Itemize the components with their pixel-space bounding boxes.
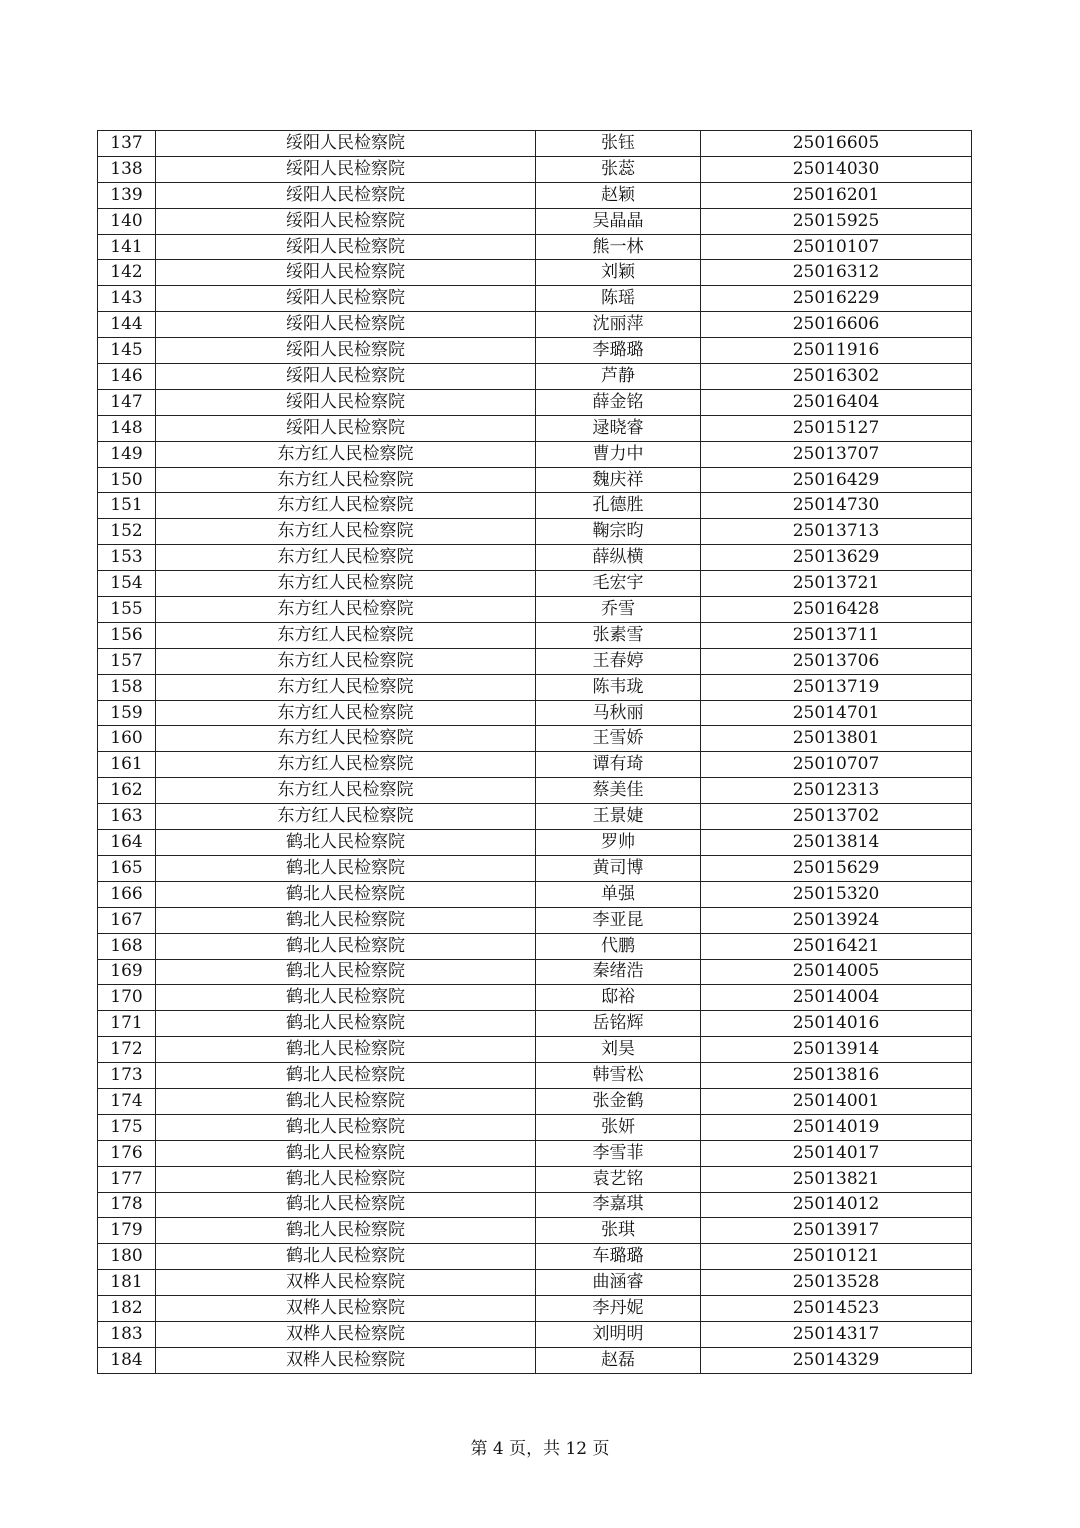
exam-id-cell: 25014317 [701, 1321, 972, 1347]
table-row [98, 881, 972, 907]
row-number-cell: 138 [98, 156, 156, 182]
row-number-cell: 156 [98, 622, 156, 648]
procuratorate-cell: 东方红人民检察院 [156, 700, 536, 726]
exam-id-cell: 25013711 [701, 622, 972, 648]
procuratorate-cell: 东方红人民检察院 [156, 648, 536, 674]
roster-table [97, 130, 972, 1374]
exam-id-cell: 25016229 [701, 286, 972, 312]
page-footer: 第 4 页，共 12 页 [470, 1439, 610, 1459]
procuratorate-cell: 东方红人民检察院 [156, 519, 536, 545]
row-number-cell: 163 [98, 804, 156, 830]
exam-id-cell: 25015127 [701, 415, 972, 441]
row-number-cell: 181 [98, 1270, 156, 1296]
table-row [98, 234, 972, 260]
row-number-cell: 165 [98, 855, 156, 881]
row-number-cell: 145 [98, 338, 156, 364]
procuratorate-cell: 绥阳人民检察院 [156, 338, 536, 364]
procuratorate-cell: 东方红人民检察院 [156, 493, 536, 519]
row-number-cell: 178 [98, 1192, 156, 1218]
table-row [98, 622, 972, 648]
name-cell: 蔡美佳 [536, 778, 701, 804]
name-cell: 韩雪松 [536, 1063, 701, 1089]
name-cell: 张琪 [536, 1218, 701, 1244]
exam-id-cell: 25014701 [701, 700, 972, 726]
procuratorate-cell: 绥阳人民检察院 [156, 389, 536, 415]
table-row [98, 519, 972, 545]
row-number-cell: 184 [98, 1347, 156, 1373]
table-row [98, 312, 972, 338]
table-row [98, 1011, 972, 1037]
row-number-cell: 159 [98, 700, 156, 726]
table-row [98, 545, 972, 571]
exam-id-cell: 25013924 [701, 907, 972, 933]
name-cell: 赵颖 [536, 182, 701, 208]
row-number-cell: 161 [98, 752, 156, 778]
table-row [98, 493, 972, 519]
name-cell: 王春婷 [536, 648, 701, 674]
table-row [98, 260, 972, 286]
roster-table-body [98, 131, 972, 1374]
row-number-cell: 183 [98, 1321, 156, 1347]
procuratorate-cell: 绥阳人民检察院 [156, 131, 536, 157]
row-number-cell: 174 [98, 1088, 156, 1114]
table-row [98, 648, 972, 674]
row-number-cell: 147 [98, 389, 156, 415]
table-row [98, 1244, 972, 1270]
exam-id-cell: 25010121 [701, 1244, 972, 1270]
row-number-cell: 164 [98, 830, 156, 856]
exam-id-cell: 25011916 [701, 338, 972, 364]
row-number-cell: 168 [98, 933, 156, 959]
row-number-cell: 173 [98, 1063, 156, 1089]
row-number-cell: 162 [98, 778, 156, 804]
procuratorate-cell: 鹤北人民检察院 [156, 881, 536, 907]
table-row [98, 597, 972, 623]
name-cell: 张妍 [536, 1114, 701, 1140]
exam-id-cell: 25014730 [701, 493, 972, 519]
table-row [98, 1166, 972, 1192]
name-cell: 熊一林 [536, 234, 701, 260]
procuratorate-cell: 鹤北人民检察院 [156, 1011, 536, 1037]
row-number-cell: 175 [98, 1114, 156, 1140]
procuratorate-cell: 绥阳人民检察院 [156, 364, 536, 390]
procuratorate-cell: 绥阳人民检察院 [156, 286, 536, 312]
procuratorate-cell: 绥阳人民检察院 [156, 156, 536, 182]
procuratorate-cell: 东方红人民检察院 [156, 571, 536, 597]
table-row [98, 1114, 972, 1140]
exam-id-cell: 25013814 [701, 830, 972, 856]
table-row [98, 156, 972, 182]
name-cell: 秦绪浩 [536, 959, 701, 985]
exam-id-cell: 25014019 [701, 1114, 972, 1140]
row-number-cell: 166 [98, 881, 156, 907]
procuratorate-cell: 绥阳人民检察院 [156, 312, 536, 338]
name-cell: 刘颖 [536, 260, 701, 286]
procuratorate-cell: 鹤北人民检察院 [156, 1114, 536, 1140]
exam-id-cell: 25013528 [701, 1270, 972, 1296]
table-row [98, 804, 972, 830]
procuratorate-cell: 东方红人民检察院 [156, 441, 536, 467]
row-number-cell: 149 [98, 441, 156, 467]
name-cell: 薛纵横 [536, 545, 701, 571]
procuratorate-cell: 东方红人民检察院 [156, 622, 536, 648]
name-cell: 李嘉琪 [536, 1192, 701, 1218]
exam-id-cell: 25014030 [701, 156, 972, 182]
name-cell: 陈韦珑 [536, 674, 701, 700]
name-cell: 毛宏宇 [536, 571, 701, 597]
name-cell: 陈瑶 [536, 286, 701, 312]
exam-id-cell: 25016428 [701, 597, 972, 623]
name-cell: 孔德胜 [536, 493, 701, 519]
name-cell: 王景婕 [536, 804, 701, 830]
name-cell: 沈丽萍 [536, 312, 701, 338]
exam-id-cell: 25016312 [701, 260, 972, 286]
row-number-cell: 167 [98, 907, 156, 933]
name-cell: 刘明明 [536, 1321, 701, 1347]
table-row [98, 208, 972, 234]
exam-id-cell: 25013721 [701, 571, 972, 597]
table-row [98, 389, 972, 415]
name-cell: 魏庆祥 [536, 467, 701, 493]
row-number-cell: 143 [98, 286, 156, 312]
procuratorate-cell: 鹤北人民检察院 [156, 959, 536, 985]
exam-id-cell: 25012313 [701, 778, 972, 804]
row-number-cell: 179 [98, 1218, 156, 1244]
procuratorate-cell: 双桦人民检察院 [156, 1270, 536, 1296]
procuratorate-cell: 鹤北人民检察院 [156, 1218, 536, 1244]
exam-id-cell: 25014329 [701, 1347, 972, 1373]
row-number-cell: 142 [98, 260, 156, 286]
name-cell: 乔雪 [536, 597, 701, 623]
row-number-cell: 153 [98, 545, 156, 571]
exam-id-cell: 25013914 [701, 1037, 972, 1063]
row-number-cell: 176 [98, 1140, 156, 1166]
row-number-cell: 169 [98, 959, 156, 985]
procuratorate-cell: 绥阳人民检察院 [156, 234, 536, 260]
name-cell: 李丹妮 [536, 1296, 701, 1322]
name-cell: 薛金铭 [536, 389, 701, 415]
exam-id-cell: 25016302 [701, 364, 972, 390]
row-number-cell: 160 [98, 726, 156, 752]
procuratorate-cell: 鹤北人民检察院 [156, 1166, 536, 1192]
name-cell: 李雪菲 [536, 1140, 701, 1166]
row-number-cell: 170 [98, 985, 156, 1011]
procuratorate-cell: 鹤北人民检察院 [156, 1037, 536, 1063]
name-cell: 张金鹤 [536, 1088, 701, 1114]
name-cell: 谭有琦 [536, 752, 701, 778]
name-cell: 逯晓睿 [536, 415, 701, 441]
exam-id-cell: 25016605 [701, 131, 972, 157]
name-cell: 吴晶晶 [536, 208, 701, 234]
name-cell: 芦静 [536, 364, 701, 390]
row-number-cell: 151 [98, 493, 156, 519]
procuratorate-cell: 绥阳人民检察院 [156, 260, 536, 286]
exam-id-cell: 25013629 [701, 545, 972, 571]
procuratorate-cell: 鹤北人民检察院 [156, 1244, 536, 1270]
table-row [98, 933, 972, 959]
table-row [98, 1347, 972, 1373]
row-number-cell: 177 [98, 1166, 156, 1192]
exam-id-cell: 25013821 [701, 1166, 972, 1192]
exam-id-cell: 25013816 [701, 1063, 972, 1089]
row-number-cell: 154 [98, 571, 156, 597]
table-row [98, 752, 972, 778]
row-number-cell: 139 [98, 182, 156, 208]
name-cell: 刘昊 [536, 1037, 701, 1063]
exam-id-cell: 25016606 [701, 312, 972, 338]
row-number-cell: 157 [98, 648, 156, 674]
exam-id-cell: 25014016 [701, 1011, 972, 1037]
procuratorate-cell: 绥阳人民检察院 [156, 208, 536, 234]
table-row [98, 364, 972, 390]
row-number-cell: 144 [98, 312, 156, 338]
table-row [98, 1063, 972, 1089]
procuratorate-cell: 东方红人民检察院 [156, 778, 536, 804]
row-number-cell: 146 [98, 364, 156, 390]
row-number-cell: 155 [98, 597, 156, 623]
name-cell: 岳铭辉 [536, 1011, 701, 1037]
procuratorate-cell: 鹤北人民检察院 [156, 1063, 536, 1089]
procuratorate-cell: 双桦人民检察院 [156, 1347, 536, 1373]
table-row [98, 415, 972, 441]
exam-id-cell: 25013707 [701, 441, 972, 467]
name-cell: 邸裕 [536, 985, 701, 1011]
name-cell: 单强 [536, 881, 701, 907]
procuratorate-cell: 东方红人民检察院 [156, 674, 536, 700]
procuratorate-cell: 鹤北人民检察院 [156, 830, 536, 856]
table-row [98, 1192, 972, 1218]
exam-id-cell: 25013917 [701, 1218, 972, 1244]
exam-id-cell: 25010107 [701, 234, 972, 260]
row-number-cell: 180 [98, 1244, 156, 1270]
exam-id-cell: 25015629 [701, 855, 972, 881]
procuratorate-cell: 东方红人民检察院 [156, 545, 536, 571]
exam-id-cell: 25016404 [701, 389, 972, 415]
table-row [98, 1321, 972, 1347]
exam-id-cell: 25015925 [701, 208, 972, 234]
exam-id-cell: 25013801 [701, 726, 972, 752]
procuratorate-cell: 鹤北人民检察院 [156, 1140, 536, 1166]
procuratorate-cell: 鹤北人民检察院 [156, 985, 536, 1011]
row-number-cell: 152 [98, 519, 156, 545]
exam-id-cell: 25013713 [701, 519, 972, 545]
row-number-cell: 137 [98, 131, 156, 157]
exam-id-cell: 25014017 [701, 1140, 972, 1166]
procuratorate-cell: 双桦人民检察院 [156, 1296, 536, 1322]
name-cell: 罗帅 [536, 830, 701, 856]
exam-id-cell: 25016201 [701, 182, 972, 208]
exam-id-cell: 25014005 [701, 959, 972, 985]
exam-id-cell: 25013719 [701, 674, 972, 700]
procuratorate-cell: 鹤北人民检察院 [156, 933, 536, 959]
table-row [98, 674, 972, 700]
name-cell: 赵磊 [536, 1347, 701, 1373]
row-number-cell: 140 [98, 208, 156, 234]
row-number-cell: 141 [98, 234, 156, 260]
table-row [98, 467, 972, 493]
row-number-cell: 172 [98, 1037, 156, 1063]
row-number-cell: 148 [98, 415, 156, 441]
procuratorate-cell: 东方红人民检察院 [156, 726, 536, 752]
procuratorate-cell: 鹤北人民检察院 [156, 1088, 536, 1114]
row-number-cell: 171 [98, 1011, 156, 1037]
exam-id-cell: 25014004 [701, 985, 972, 1011]
table-row [98, 571, 972, 597]
name-cell: 黄司博 [536, 855, 701, 881]
name-cell: 张素雪 [536, 622, 701, 648]
procuratorate-cell: 东方红人民检察院 [156, 804, 536, 830]
row-number-cell: 182 [98, 1296, 156, 1322]
exam-id-cell: 25013706 [701, 648, 972, 674]
procuratorate-cell: 绥阳人民检察院 [156, 182, 536, 208]
exam-id-cell: 25013702 [701, 804, 972, 830]
table-row [98, 726, 972, 752]
name-cell: 代鹏 [536, 933, 701, 959]
name-cell: 曲涵睿 [536, 1270, 701, 1296]
exam-id-cell: 25015320 [701, 881, 972, 907]
procuratorate-cell: 鹤北人民检察院 [156, 1192, 536, 1218]
exam-id-cell: 25010707 [701, 752, 972, 778]
name-cell: 张钰 [536, 131, 701, 157]
exam-id-cell: 25014012 [701, 1192, 972, 1218]
table-row [98, 131, 972, 157]
table-row [98, 338, 972, 364]
name-cell: 袁艺铭 [536, 1166, 701, 1192]
name-cell: 曹力中 [536, 441, 701, 467]
table-row [98, 1037, 972, 1063]
table-row [98, 1218, 972, 1244]
table-row [98, 182, 972, 208]
table-row [98, 1088, 972, 1114]
procuratorate-cell: 双桦人民检察院 [156, 1321, 536, 1347]
table-row [98, 1296, 972, 1322]
procuratorate-cell: 东方红人民检察院 [156, 752, 536, 778]
procuratorate-cell: 鹤北人民检察院 [156, 907, 536, 933]
name-cell: 车璐璐 [536, 1244, 701, 1270]
table-row [98, 855, 972, 881]
procuratorate-cell: 东方红人民检察院 [156, 467, 536, 493]
table-row [98, 1270, 972, 1296]
exam-id-cell: 25014001 [701, 1088, 972, 1114]
procuratorate-cell: 绥阳人民检察院 [156, 415, 536, 441]
table-row [98, 959, 972, 985]
name-cell: 王雪娇 [536, 726, 701, 752]
table-row [98, 441, 972, 467]
exam-id-cell: 25014523 [701, 1296, 972, 1322]
table-row [98, 830, 972, 856]
name-cell: 鞠宗昀 [536, 519, 701, 545]
table-row [98, 778, 972, 804]
name-cell: 马秋丽 [536, 700, 701, 726]
table-row [98, 700, 972, 726]
procuratorate-cell: 鹤北人民检察院 [156, 855, 536, 881]
table-row [98, 985, 972, 1011]
name-cell: 张蕊 [536, 156, 701, 182]
row-number-cell: 150 [98, 467, 156, 493]
table-row [98, 286, 972, 312]
table-row [98, 1140, 972, 1166]
name-cell: 李璐璐 [536, 338, 701, 364]
table-row [98, 907, 972, 933]
exam-id-cell: 25016429 [701, 467, 972, 493]
row-number-cell: 158 [98, 674, 156, 700]
name-cell: 李亚昆 [536, 907, 701, 933]
exam-id-cell: 25016421 [701, 933, 972, 959]
procuratorate-cell: 东方红人民检察院 [156, 597, 536, 623]
